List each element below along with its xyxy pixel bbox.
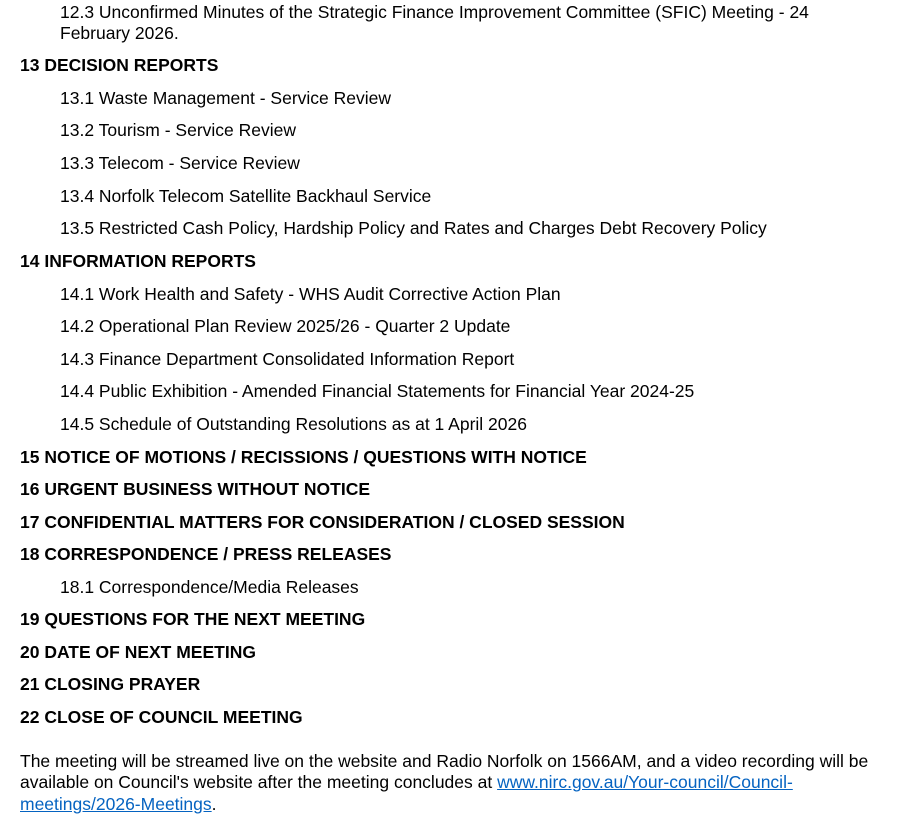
agenda-item-13-3: 13.3 Telecom - Service Review — [60, 153, 300, 173]
agenda-item-14-4: 14.4 Public Exhibition - Amended Financial Statements for Financial Year 2024-25 — [60, 381, 695, 401]
section-heading-13: 13 DECISION REPORTS — [20, 55, 219, 75]
agenda-item-13-1: 13.1 Waste Management - Service Review — [60, 88, 392, 108]
agenda-item-14-2: 14.2 Operational Plan Review 2025/26 - Quarter 2 Update — [60, 316, 511, 336]
section-heading-20: 20 DATE OF NEXT MEETING — [20, 642, 256, 662]
section-heading-21: 21 CLOSING PRAYER — [20, 674, 201, 694]
agenda-item-13-4: 13.4 Norfolk Telecom Satellite Backhaul Service — [60, 186, 432, 206]
council-meetings-link[interactable]: www.nirc.gov.au/Your-council/Council-meetings/2026-Meetings — [20, 772, 793, 814]
streaming-note-period: . — [211, 793, 217, 814]
agenda-item-14-3: 14.3 Finance Department Consolidated Information Report — [60, 349, 515, 369]
section-heading-18: 18 CORRESPONDENCE / PRESS RELEASES — [20, 544, 392, 564]
agenda-item-12-3: 12.3 Unconfirmed Minutes of the Strategic Finance Improvement Committee (SFIC) Meeting - 24 February 2026. — [60, 2, 809, 43]
section-heading-15: 15 NOTICE OF MOTIONS / RECISSIONS / QUESTIONS WITH NOTICE — [20, 447, 587, 467]
agenda-item-14-1: 14.1 Work Health and Safety - WHS Audit Corrective Action Plan — [60, 284, 561, 304]
section-heading-19: 19 QUESTIONS FOR THE NEXT MEETING — [20, 609, 366, 629]
agenda-item-14-5: 14.5 Schedule of Outstanding Resolutions as at 1 April 2026 — [60, 414, 527, 434]
streaming-note — [20, 751, 880, 815]
section-heading-22: 22 CLOSE OF COUNCIL MEETING — [20, 707, 303, 727]
section-heading-16: 16 URGENT BUSINESS WITHOUT NOTICE — [20, 479, 371, 499]
streaming-note-text: The meeting will be streamed live on the website and Radio Norfolk on 1566AM, and a video recording will be available on Council's website after the meeting concludes at — [20, 751, 869, 793]
agenda-item-13-2: 13.2 Tourism - Service Review — [60, 120, 297, 140]
agenda-item-18-1: 18.1 Correspondence/Media Releases — [60, 577, 359, 597]
section-heading-14: 14 INFORMATION REPORTS — [20, 251, 256, 271]
agenda-item-13-5: 13.5 Restricted Cash Policy, Hardship Policy and Rates and Charges Debt Recovery Policy — [60, 218, 767, 238]
section-heading-17: 17 CONFIDENTIAL MATTERS FOR CONSIDERATION / CLOSED SESSION — [20, 512, 625, 532]
